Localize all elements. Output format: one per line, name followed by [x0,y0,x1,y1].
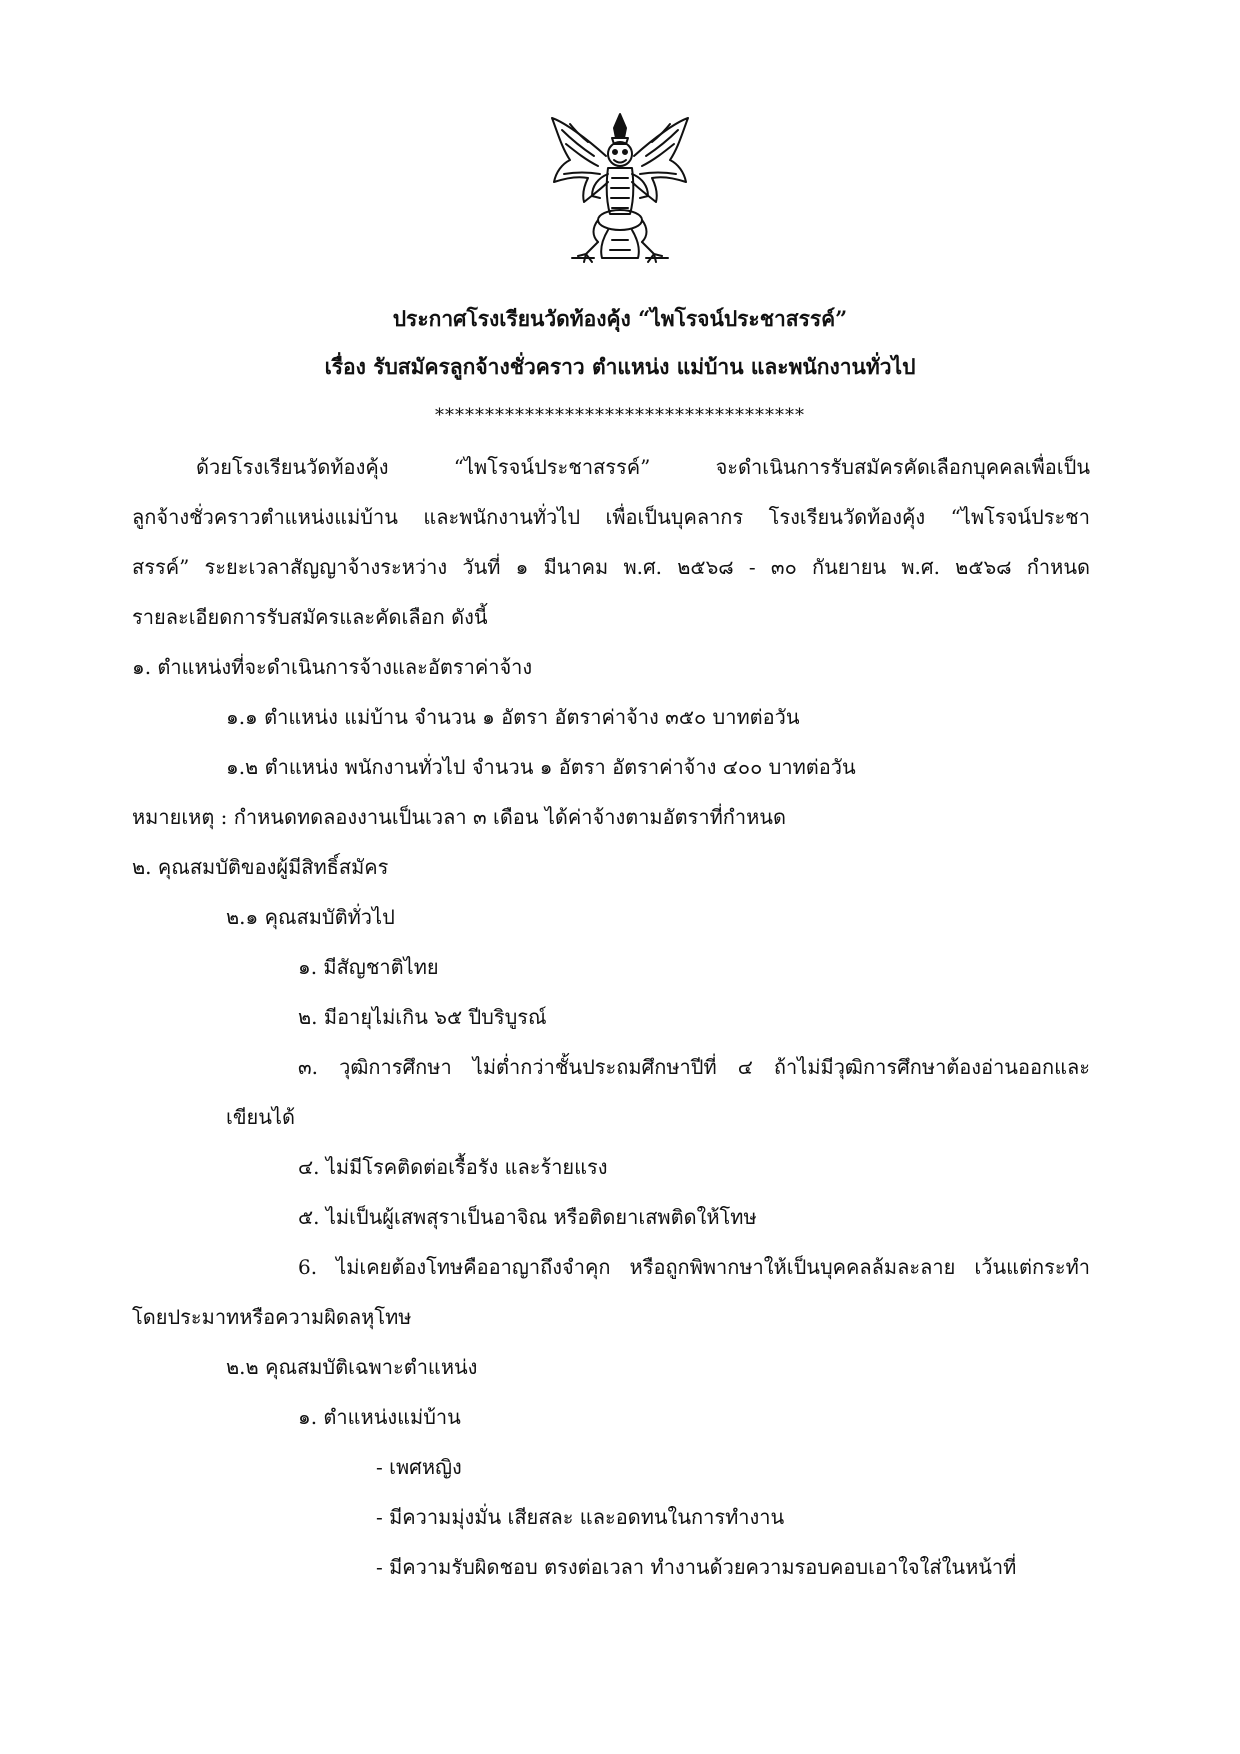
general-item-6-line-2: โดยประมาทหรือความผิดลหุโทษ [132,1305,412,1329]
title-line-1: ประกาศโรงเรียนวัดท้องคุ้ง “ไพโรจน์ประชาสรรค์” [392,306,848,331]
general-item-5: ๕. ไม่เป็นผู้เสพสุราเป็นอาจิณ หรือติดยาเสพติดให้โทษ [298,1205,757,1229]
general-item-3-line-1: ๓. วุฒิการศึกษา ไม่ต่ำกว่าชั้นประถมศึกษาปีที่ ๔ ถ้าไม่มีวุฒิการศึกษาต้องอ่านออกและ [298,1055,1090,1079]
specific-position-housekeeper: ๑. ตำแหน่งแม่บ้าน [298,1405,461,1429]
section1-item-2: ๑.๒ ตำแหน่ง พนักงานทั่วไป จำนวน ๑ อัตรา อัตราค่าจ้าง ๔๐๐ บาทต่อวัน [226,755,856,779]
intro-line-2: ลูกจ้างชั่วคราวตำแหน่งแม่บ้าน และพนักงานทั่วไป เพื่อเป็นบุคลากร โรงเรียนวัดท้องคุ้ง “ไพโรจน์ประชา [132,505,1090,529]
specific-bullet-1: - เพศหญิง [376,1455,462,1479]
section1-note: หมายเหตุ : กำหนดทดลองงานเป็นเวลา ๓ เดือน ได้ค่าจ้างตามอัตราที่กำหนด [132,805,786,829]
title-line-2: เรื่อง รับสมัครลูกจ้างชั่วคราว ตำแหน่ง แม่บ้าน และพนักงานทั่วไป [324,354,916,379]
section1-heading: ๑. ตำแหน่งที่จะดำเนินการจ้างและอัตราค่าจ้าง [132,655,533,679]
garuda-emblem-icon [542,108,698,266]
general-qualifications-heading: ๒.๑ คุณสมบัติทั่วไป [226,905,395,929]
separator-stars: ************************************* [435,405,805,426]
intro-line-1: ด้วยโรงเรียนวัดท้องคุ้ง “ไพโรจน์ประชาสรรค์” จะดำเนินการรับสมัครคัดเลือกบุคคลเพื่อเป็น [196,455,1090,479]
general-item-4: ๔. ไม่มีโรคติดต่อเรื้อรัง และร้ายแรง [298,1155,608,1179]
general-item-3-line-2: เขียนได้ [226,1105,295,1129]
specific-bullet-3: - มีความรับผิดชอบ ตรงต่อเวลา ทำงานด้วยความรอบคอบเอาใจใส่ในหน้าที่ [376,1555,1017,1579]
general-item-6-line-1: 6. ไม่เคยต้องโทษคืออาญาถึงจำคุก หรือถูกพิพากษาให้เป็นบุคคลล้มละลาย เว้นแต่กระทำ [298,1255,1090,1279]
general-item-1: ๑. มีสัญชาติไทย [298,955,439,979]
general-item-2: ๒. มีอายุไม่เกิน ๖๕ ปีบริบูรณ์ [298,1005,547,1029]
specific-qualifications-heading: ๒.๒ คุณสมบัติเฉพาะตำแหน่ง [226,1355,478,1379]
intro-line-4: รายละเอียดการรับสมัครและคัดเลือก ดังนี้ [132,605,488,629]
intro-line-3: สรรค์” ระยะเวลาสัญญาจ้างระหว่าง วันที่ ๑ มีนาคม พ.ศ. ๒๕๖๘ - ๓๐ กันยายน พ.ศ. ๒๕๖๘ กำหนด [132,555,1090,579]
section1-item-1: ๑.๑ ตำแหน่ง แม่บ้าน จำนวน ๑ อัตรา อัตราค่าจ้าง ๓๕๐ บาทต่อวัน [226,705,800,729]
section2-heading: ๒. คุณสมบัติของผู้มีสิทธิ์สมัคร [132,855,389,879]
specific-bullet-2: - มีความมุ่งมั่น เสียสละ และอดทนในการทำงาน [376,1505,785,1529]
